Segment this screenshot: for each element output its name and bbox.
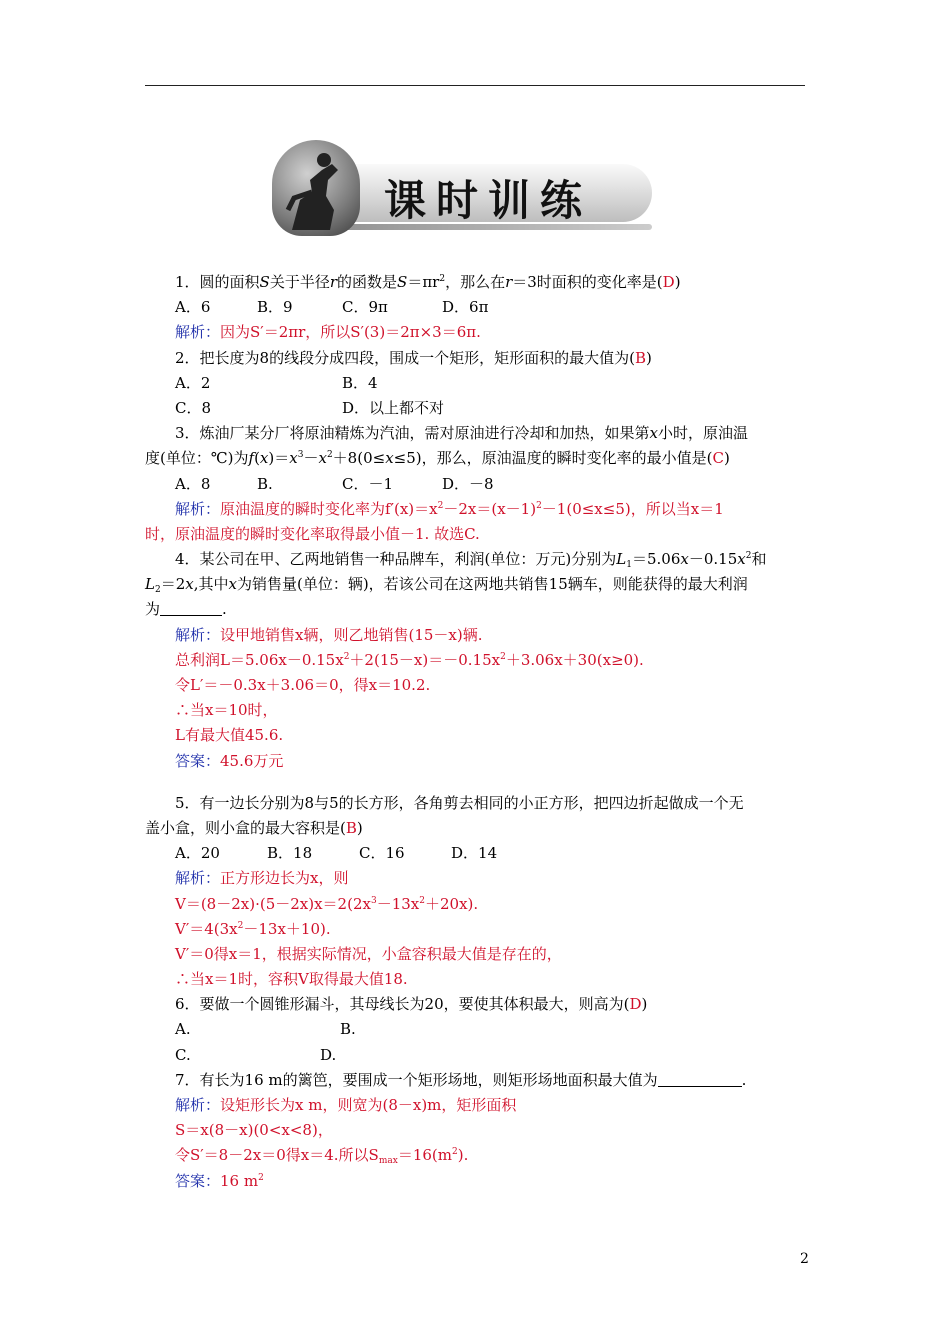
question-5-stem-line2: 盖小盒，则小盒的最大容积是(B) — [145, 818, 363, 837]
answer-choice: B — [345, 818, 357, 837]
question-4-solution-line3: 令L′＝－0.3x＋3.06＝0，得x＝10.2. — [175, 676, 431, 694]
question-1-options — [145, 295, 810, 320]
option-c: C．16 — [359, 844, 405, 863]
climber-illustration — [272, 140, 360, 236]
spacer — [145, 774, 810, 791]
option-c: C. — [175, 1045, 191, 1064]
question-5-solution-line4: V′＝0得x＝1，根据实际情况，小盒容积最大值是存在的， — [175, 944, 562, 963]
question-4-solution-line2: 总利润$L=5.06x-0.15x^2+2(15-x)=-0.15x^2+3.06x+30(x\ge 0)$. — [175, 650, 644, 669]
answer-choice: D — [629, 995, 642, 1014]
option-c: C．9π — [342, 298, 388, 317]
option-c: C．8 — [175, 398, 212, 417]
question-7-answer: 答案：16 $m^2$ — [175, 1171, 264, 1190]
option-d: D．－8 — [442, 474, 494, 493]
question-2-options-row1 — [145, 371, 810, 396]
question-1-solution: 解析：因为S′＝2πr，所以S′(3)＝2π×3＝6π. — [175, 323, 481, 342]
question-5-solution-line5: ∴当x＝1时，容积V取得最大值18. — [175, 970, 408, 989]
answer-choice: B — [634, 348, 646, 367]
question-4-answer: 答案：45.6万元 — [175, 751, 284, 770]
section-banner — [272, 140, 662, 240]
question-7-stem: 7．有长为16 m的篱笆，要围成一个矩形场地，则矩形场地面积最大值为 . — [175, 1070, 747, 1089]
question-5-solution-line1: 解析：正方形边长为x，则 — [175, 869, 349, 888]
question-4-solution-line5: L有最大值45.6. — [175, 726, 284, 745]
question-7-solution-line1: 解析：设矩形长为x m，则宽为(8－x)m，矩形面积 — [175, 1096, 517, 1114]
question-5-options — [145, 841, 810, 866]
question-7-solution-line3: 令S′＝8－2x＝0得x＝4.所以$S_{max}=16(m^2)$. — [175, 1146, 469, 1167]
option-a: A．20 — [175, 844, 220, 863]
question-7-solution-line2: S＝x(8－x)(0<x<8)， — [175, 1121, 333, 1140]
question-3-stem-line1: 3．炼油厂某分厂将原油精炼为汽油，需对原油进行冷却和加热，如果第x小时，原油温 — [175, 424, 749, 443]
question-2-options-row2 — [145, 396, 810, 421]
question-5-solution-line3: $V'=4(3x^2-13x+10)$. — [175, 919, 331, 938]
question-4-stem-line1: 4．某公司在甲、乙两地销售一种品牌车，利润(单位：万元)分别为$L_1=5.06x-0.15x^2$和 — [175, 550, 767, 571]
question-6-options-row1 — [145, 1017, 810, 1042]
question-6-options-row2 — [145, 1043, 810, 1068]
question-4-stem-line2: $L_2=2x$,其中x为销售量(单位：辆)，若该公司在这两地共销售15辆车，则能获得的最大利润 — [145, 575, 748, 596]
answer-choice: D — [662, 273, 675, 291]
answer-blank — [160, 601, 222, 616]
question-3-solution-line2: 时，原油温度的瞬时变化率取得最小值－1. 故选C. — [145, 524, 480, 543]
question-5-stem-line1: 5．有一边长分别为8与5的长方形，各角剪去相同的小正方形，把四边折起做成一个无 — [175, 793, 744, 812]
option-c: C．－1 — [342, 474, 394, 493]
option-a: A．8 — [175, 474, 211, 493]
header-rule — [145, 85, 805, 86]
question-5-solution-line2: $V=(8-2x)\cdot(5-2x)x=2(2x^3-13x^2+20x)$. — [175, 894, 479, 913]
option-d: D. — [320, 1045, 337, 1064]
option-d: D．以上都不对 — [342, 398, 445, 417]
question-1-stem: 1．圆的面积S关于半径r的函数是$S=\pi r^2$，那么在r＝3时面积的变化率是(D) — [175, 273, 681, 291]
question-3-stem-line2: 度(单位：℃)为$f(x)=x^3-x^2+8(0\le x\le 5)$，那么，原油温度的瞬时变化率的最小值是(C) — [145, 449, 730, 468]
option-a: A. — [175, 1020, 191, 1039]
question-4-solution-line4: ∴当x＝10时， — [175, 701, 278, 720]
option-a: A．2 — [175, 373, 211, 392]
option-b: B. — [257, 474, 273, 493]
page-number: 2 — [800, 1251, 809, 1267]
option-d: D．6π — [442, 298, 489, 317]
question-3-solution-line1: 解析：原油温度的瞬时变化率为$f'(x)=x^2-2x=(x-1)^2-1(0\le x\le 5)$，所以当x＝1 — [175, 499, 724, 518]
option-b: B．9 — [257, 298, 293, 317]
option-d: D．14 — [451, 844, 498, 863]
answer-choice: C — [712, 449, 724, 468]
option-b: B. — [340, 1020, 356, 1039]
question-4-solution-line1: 解析：设甲地销售x辆，则乙地销售(15－x)辆. — [175, 625, 483, 644]
question-4-stem-line3: 为 . — [145, 600, 227, 619]
question-3-options — [145, 472, 810, 497]
question-6-stem: 6．要做一个圆锥形漏斗，其母线长为20，要使其体积最大，则高为(D) — [175, 995, 648, 1014]
banner-title: 课时训练 — [384, 176, 593, 225]
question-2-stem: 2．把长度为8的线段分成四段，围成一个矩形，矩形面积的最大值为(B) — [175, 348, 652, 367]
option-b: B．18 — [267, 844, 313, 863]
answer-blank — [658, 1072, 742, 1087]
option-a: A．6 — [175, 298, 211, 317]
exercise-content — [145, 270, 810, 1194]
option-b: B．4 — [342, 373, 378, 392]
